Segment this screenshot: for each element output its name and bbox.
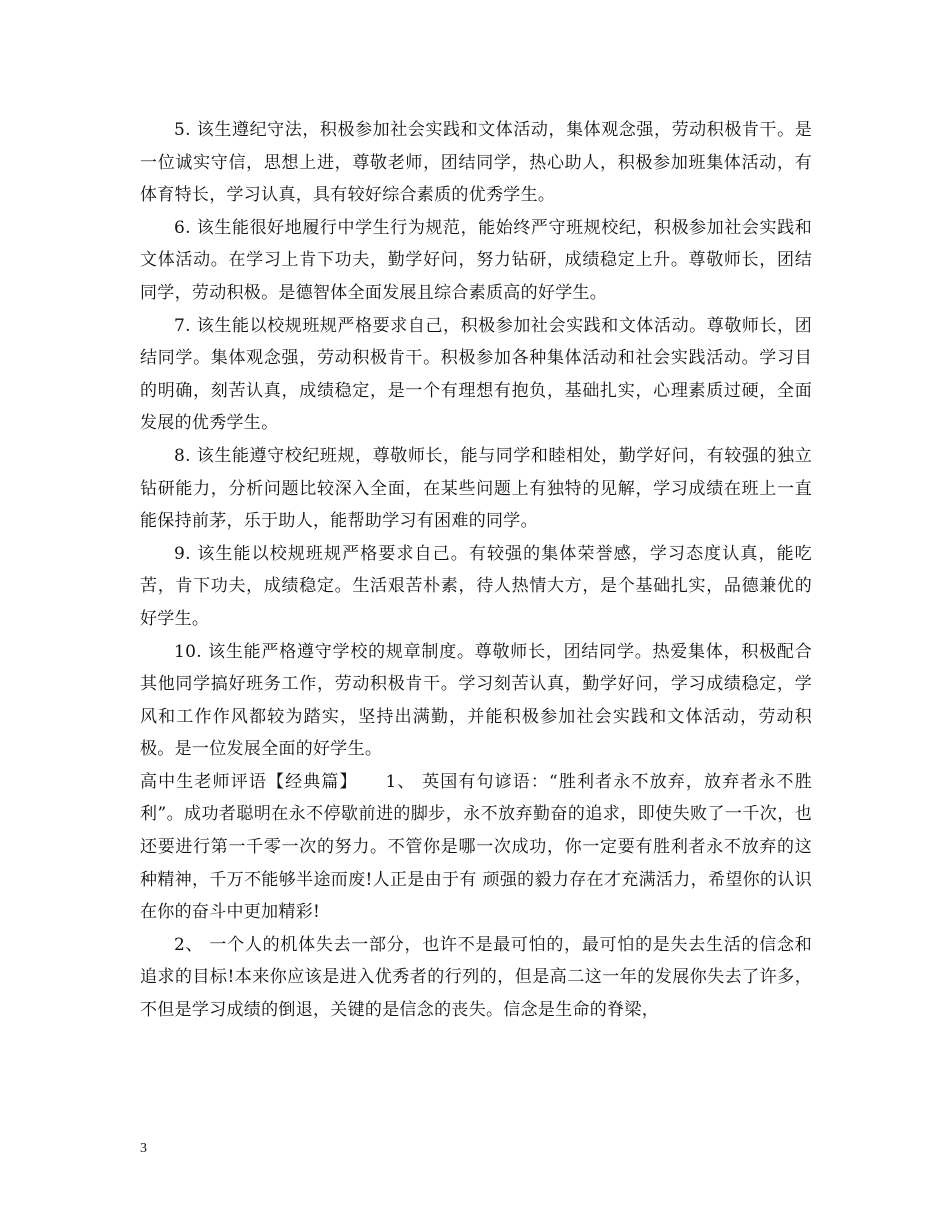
- comment-2: 2、 一个人的机体失去一部分，也许不是最可怕的，最可怕的是失去生活的信念和追求的目标!本来你应该是进入优秀者的行列的，但是高二这一年的发展你失去了许多，不但是学习成绩的倒退，关键的是信念的丧失。信念是生命的脊梁，: [140, 934, 812, 1021]
- document-body: [140, 114, 812, 1027]
- paragraph-9: 9. 该生能以校规班规严格要求自己。有较强的集体荣誉感，学习态度认真，能吃苦，肯下功夫，成绩稳定。生活艰苦朴素，待人热情大方，是个基础扎实，品德兼优的好学生。: [140, 543, 812, 629]
- paragraph-5: 5. 该生遵纪守法，积极参加社会实践和文体活动，集体观念强，劳动积极肯干。是一位诚实守信，思想上进，尊敬老师，团结同学，热心助人，积极参加班集体活动，有体育特长，学习认真，具有较好综合素质的优秀学生。: [140, 120, 812, 206]
- paragraph-8: 8. 该生能遵守校纪班规，尊敬师长，能与同学和睦相处，勤学好问，有较强的独立钻研能力，分析问题比较深入全面，在某些问题上有独特的见解，学习成绩在班上一直能保持前茅，乐于助人，能帮助学习有困难的同学。: [140, 445, 812, 532]
- paragraph-10: 10. 该生能严格遵守学校的规章制度。尊敬师长，团结同学。热爱集体，积极配合其他同学搞好班务工作，劳动积极肯干。学习刻苦认真，勤学好问，学习成绩稳定，学风和工作作风都较为踏实，坚持出满勤，并能积极参加社会实践和文体活动，劳动积极。是一位发展全面的好学生。: [140, 641, 812, 760]
- section-classic-comments: 高中生老师评语【经典篇】 1、 英国有句谚语：“胜利者永不放弃，放弃者永不胜利”。成功者聪明在永不停歇前进的脚步，永不放弃勤奋的追求，即使失败了一千次，也还要进行第一千零一次的努力。不管你是哪一次成功，你一定要有胜利者永不放弃的这种精神，千万不能够半途而废!人正是由于有 顽强的毅力存在才充满活力，希望你的认识在你的奋斗中更加精彩!: [140, 771, 812, 923]
- paragraph-7: 7. 该生能以校规班规严格要求自己，积极参加社会实践和文体活动。尊敬师长，团结同学。集体观念强，劳动积极肯干。积极参加各种集体活动和社会实践活动。学习目的明确，刻苦认真，成绩稳定，是一个有理想有抱负，基础扎实，心理素质过硬，全面发展的优秀学生。: [140, 315, 812, 434]
- page-number: 3: [140, 1141, 147, 1156]
- paragraph-6: 6. 该生能很好地履行中学生行为规范，能始终严守班规校纪，积极参加社会实践和文体活动。在学习上肯下功夫，勤学好问，努力钻研，成绩稳定上升。尊敬师长，团结同学，劳动积极。是德智体全面发展且综合素质高的好学生。: [140, 217, 812, 303]
